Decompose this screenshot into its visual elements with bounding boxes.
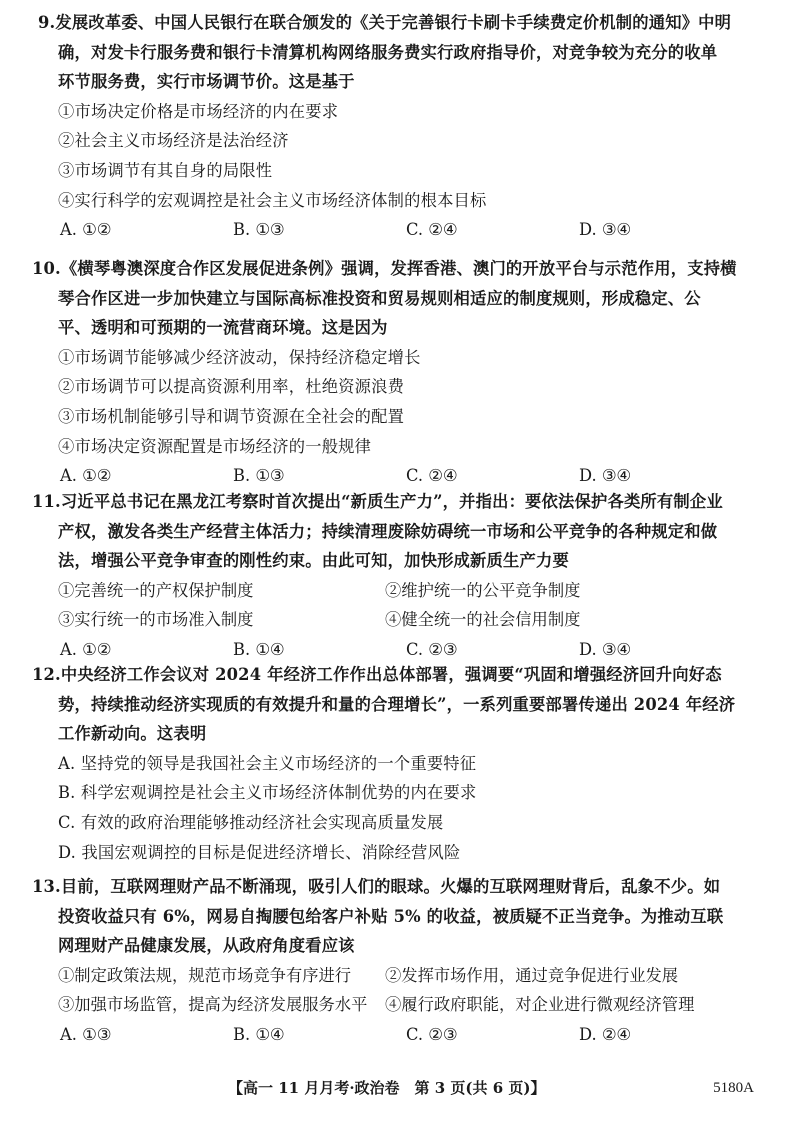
option-3: ③市场机制能够引导和调节资源在全社会的配置 bbox=[58, 406, 405, 426]
answer-d: D. ②④ bbox=[579, 1024, 632, 1044]
option-d: D. 我国宏观调控的目标是促进经济增长、消除经营风险 bbox=[58, 842, 461, 862]
question-13 bbox=[32, 872, 772, 1050]
stem-line: 9.发展改革委、中国人民银行在联合颁发的《关于完善银行卡刷卡手续费定价机制的通知》中明 bbox=[38, 13, 732, 32]
option-1: ①市场调节能够减少经济波动，保持经济稳定增长 bbox=[58, 347, 421, 367]
stem-line: 网理财产品健康发展，从政府角度看应该 bbox=[58, 936, 355, 956]
answer-c: C. ②④ bbox=[406, 220, 458, 240]
option-2: ②社会主义市场经济是法治经济 bbox=[58, 131, 289, 151]
stem-line: 投资收益只有 6%，网易自掏腰包给客户补贴 5% 的收益，被质疑不正当竞争。为推动互联 bbox=[58, 906, 724, 926]
question-11 bbox=[32, 487, 772, 665]
answer-b: B. ①④ bbox=[233, 639, 285, 659]
answer-b: B. ①④ bbox=[233, 1024, 285, 1044]
stem-line: 10.《横琴粤澳深度合作区发展促进条例》强调，发挥香港、澳门的开放平台与示范作用，支持横 bbox=[32, 259, 737, 278]
option-4: ④实行科学的宏观调控是社会主义市场经济体制的根本目标 bbox=[58, 190, 487, 210]
option-2: ②市场调节可以提高资源利用率，杜绝资源浪费 bbox=[58, 377, 405, 397]
option-b: B. 科学宏观调控是社会主义市场经济体制优势的内在要求 bbox=[58, 783, 477, 803]
answer-c: C. ②③ bbox=[406, 639, 458, 659]
option-3: ③加强市场监管，提高为经济发展服务水平 bbox=[58, 995, 368, 1015]
page-footer bbox=[0, 1076, 794, 1100]
question-9 bbox=[38, 8, 772, 245]
question-stem bbox=[32, 660, 772, 749]
answer-a: A. ①② bbox=[60, 466, 112, 486]
answer-d: D. ③④ bbox=[579, 220, 632, 240]
option-1: ①市场决定价格是市场经济的内在要求 bbox=[58, 101, 339, 121]
option-2: ②发挥市场作用，通过竞争促进行业发展 bbox=[385, 965, 679, 985]
stem-line: 平、透明和可预期的一流营商环境。这是因为 bbox=[58, 318, 388, 338]
answer-c: C. ②③ bbox=[406, 1024, 458, 1044]
stem-line: 产权，激发各类生产经营主体活力；持续清理废除妨碍统一市场和公平竞争的各种规定和做 bbox=[58, 521, 718, 541]
option-row bbox=[38, 961, 772, 991]
answer-choices bbox=[38, 1020, 772, 1050]
stem-line: 13.目前，互联网理财产品不断涌现，吸引人们的眼球。火爆的互联网理财背后，乱象不少。如 bbox=[32, 877, 721, 896]
question-stem bbox=[32, 254, 772, 343]
question-stem bbox=[38, 8, 772, 97]
option-3: ③实行统一的市场准入制度 bbox=[58, 610, 254, 630]
option-4: ④健全统一的社会信用制度 bbox=[385, 610, 581, 630]
answer-c: C. ②④ bbox=[406, 466, 458, 486]
answer-d: D. ③④ bbox=[579, 639, 632, 659]
question-12 bbox=[32, 660, 772, 867]
stem-line: 确，对发卡行服务费和银行卡清算机构网络服务费实行政府指导价，对竞争较为充分的收单 bbox=[58, 42, 718, 62]
answer-choices bbox=[38, 215, 772, 245]
answer-a: A. ①③ bbox=[60, 1024, 112, 1044]
stem-line: 工作新动向。这表明 bbox=[58, 724, 207, 744]
option-2: ②维护统一的公平竞争制度 bbox=[385, 580, 581, 600]
option-4: ④履行政府职能，对企业进行微观经济管理 bbox=[385, 995, 695, 1015]
answer-b: B. ①③ bbox=[233, 220, 285, 240]
option-c: C. 有效的政府治理能够推动经济社会实现高质量发展 bbox=[58, 812, 444, 832]
answer-a: A. ①② bbox=[60, 639, 112, 659]
question-10 bbox=[32, 254, 772, 491]
option-1: ①完善统一的产权保护制度 bbox=[58, 580, 254, 600]
option-3: ③市场调节有其自身的局限性 bbox=[58, 160, 273, 180]
stem-line: 法，增强公平竞争审查的刚性约束。由此可知，加快形成新质生产力要 bbox=[58, 551, 569, 571]
option-row bbox=[38, 576, 772, 606]
answer-b: B. ①③ bbox=[233, 466, 285, 486]
stem-line: 琴合作区进一步加快建立与国际高标准投资和贸易规则相适应的制度规则，形成稳定、公 bbox=[58, 288, 701, 308]
stem-line: 势，持续推动经济实现质的有效提升和量的合理增长”，一系列重要部署传递出 2024 年经济 bbox=[58, 694, 736, 714]
footer-exam-code: 5180A bbox=[713, 1080, 754, 1096]
stem-line: 环节服务费，实行市场调节价。这是基于 bbox=[58, 72, 355, 92]
answer-d: D. ③④ bbox=[579, 466, 632, 486]
option-row bbox=[38, 605, 772, 635]
option-4: ④市场决定资源配置是市场经济的一般规律 bbox=[58, 436, 372, 456]
option-row bbox=[38, 990, 772, 1020]
question-stem bbox=[32, 487, 772, 576]
question-stem bbox=[32, 872, 772, 961]
footer-page-info: 【高一 11 月月考·政治卷 第 3 页(共 6 页)】 bbox=[228, 1079, 546, 1097]
stem-line: 11.习近平总书记在黑龙江考察时首次提出“新质生产力”，并指出：要依法保护各类所有制企业 bbox=[32, 492, 723, 511]
stem-line: 12.中央经济工作会议对 2024 年经济工作作出总体部署，强调要“巩固和增强经济回升向好态 bbox=[32, 665, 722, 684]
option-1: ①制定政策法规，规范市场竞争有序进行 bbox=[58, 965, 352, 985]
answer-a: A. ①② bbox=[60, 220, 112, 240]
option-a: A. 坚持党的领导是我国社会主义市场经济的一个重要特征 bbox=[58, 753, 477, 773]
